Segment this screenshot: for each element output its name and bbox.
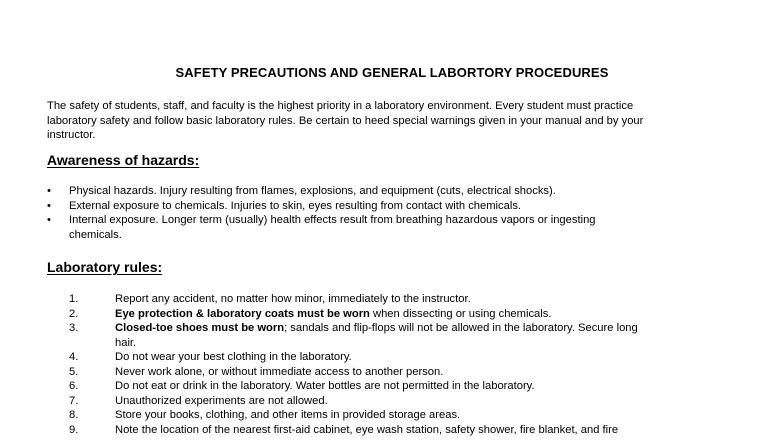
list-item-text: Unauthorized experiments are not allowed. [115,394,328,407]
list-item [47,292,747,307]
regular-text: ; sandals and flip-flops will not be allowed in the laboratory. Secure long [284,322,638,334]
hazards-list [47,184,747,242]
list-item-text: Do not eat or drink in the laboratory. Water bottles are not permitted in the laboratory. [115,380,535,392]
list-item [47,350,747,365]
list-number: 1. [69,293,79,305]
list-item [47,213,747,242]
rules-list [47,292,747,437]
intro-line: The safety of students, staff, and faculty is the highest priority in a laboratory environment. Every student must practice [47,100,634,112]
list-item [47,307,747,322]
list-item-text: Store your books, clothing, and other items in provided storage areas. [115,409,461,421]
list-item-text: Never work alone, or without immediate access to another person. [115,365,444,378]
list-number: 4. [69,351,79,363]
list-item [47,365,747,380]
list-item [47,408,747,423]
list-item-text [115,321,747,336]
bullet-icon: • [47,214,51,226]
list-item-text: Internal exposure. Longer term (usually) health effects result from breathing hazardous vapors or ingesting [69,214,596,226]
list-item-text: Note the location of the nearest first-aid cabinet, eye wash station, safety shower, fire blanket, and fire [115,423,619,436]
bullet-icon: • [47,199,51,212]
list-item-text: chemicals. [69,228,122,241]
list-item-text: Report any accident, no matter how minor, immediately to the instructor. [115,293,471,305]
list-number: 9. [69,423,79,436]
bullet-icon: • [47,185,51,197]
intro-line: instructor. [47,129,96,141]
intro-line: laboratory safety and follow basic laboratory rules. Be certain to heed special warnings given in your manual and by your [47,114,644,127]
list-item-text [115,307,747,322]
list-number: 5. [69,365,79,378]
list-number: 8. [69,409,79,421]
list-item [47,379,747,394]
bold-text: Eye protection & laboratory coats must be worn [115,307,370,320]
regular-text: when dissecting or using chemicals. [369,307,552,320]
list-item [47,423,747,438]
list-number: 3. [69,322,79,334]
awareness-heading: Awareness of hazards: [47,152,200,168]
list-item [47,199,747,214]
list-item-text: External exposure to chemicals. Injuries to skin, eyes resulting from contact with chemicals. [69,199,522,212]
list-item-text: hair. [115,336,137,349]
list-item-text: Physical hazards. Injury resulting from flames, explosions, and equipment (cuts, electrical shocks). [69,185,556,197]
list-item [47,321,747,350]
list-item-text: Do not wear your best clothing in the laboratory. [115,351,352,363]
intro-paragraph [47,99,747,143]
list-number: 7. [69,394,79,407]
list-number: 6. [69,380,79,392]
list-number: 2. [69,307,79,320]
list-item [47,184,747,199]
rules-heading: Laboratory rules: [47,259,163,275]
page-title: SAFETY PRECAUTIONS AND GENERAL LABORTORY PROCEDURES [175,65,609,80]
list-item [47,394,747,409]
bold-text: Closed-toe shoes must be worn [115,322,285,334]
